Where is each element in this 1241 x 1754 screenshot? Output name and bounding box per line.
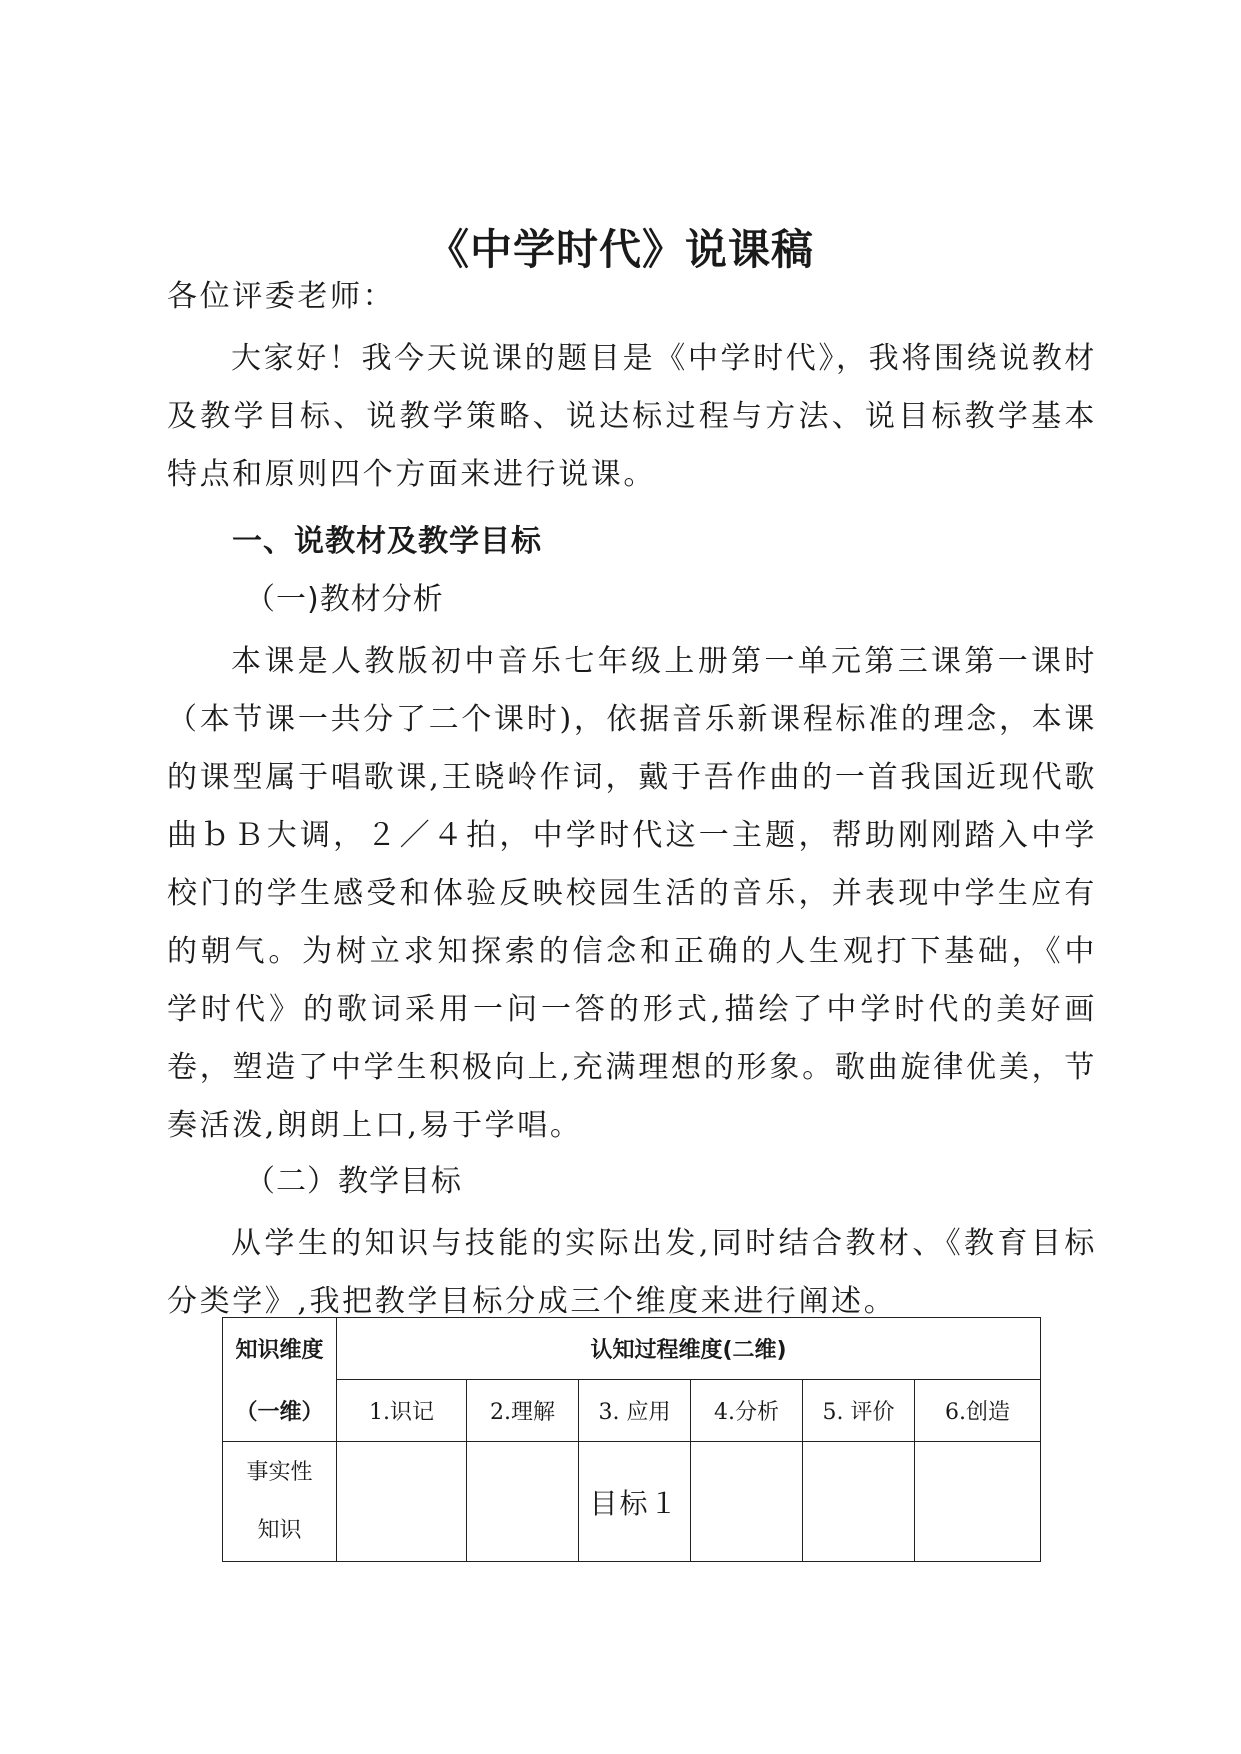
column-header-analyze: 4.分析 (691, 1380, 803, 1442)
cognitive-dimension-header: 认知过程维度(二维) (337, 1318, 1041, 1380)
table-cell-target: 目标１ (579, 1442, 691, 1562)
document-title: 《中学时代》说课稿 (426, 225, 814, 274)
knowledge-dimension-header-bottom: （一维） (223, 1380, 337, 1442)
subsection-heading-textbook-analysis: （一)教材分析 (245, 582, 444, 617)
section-heading-1: 一、说教材及教学目标 (232, 524, 542, 559)
table-cell (337, 1442, 467, 1562)
column-header-create: 6.创造 (915, 1380, 1041, 1442)
column-header-apply: 3. 应用 (579, 1380, 691, 1442)
row-label-factual-knowledge (223, 1442, 337, 1562)
subsection-heading-teaching-goals: （二）教学目标 (245, 1164, 462, 1199)
row-label-line-2: 知识 (257, 1517, 302, 1543)
table-cell (803, 1442, 915, 1562)
column-header-understand: 2.理解 (467, 1380, 579, 1442)
row-label-line-1: 事实性 (246, 1459, 313, 1485)
column-header-remember: 1.识记 (337, 1380, 467, 1442)
greeting: 各位评委老师： (167, 279, 396, 314)
textbook-analysis-paragraph: 本课是人教版初中音乐七年级上册第一单元第三课第一课时（本节课一共分了二个课时)，依据音乐新课程标准的理念，本课的课型属于唱歌课,王晓岭作词，戴于吾作曲的一首我国近现代歌曲ｂＢ大调，２／４拍，中学时代这一主题，帮助刚刚踏入中学校门的学生感受和体验反映校园生活的音乐，并表现中学生应有的朝气。为树立求知探索的信念和正确的人生观打下基础，《中学时代》的歌词采用一问一答的形式,描绘了中学时代的美好画卷，塑造了中学生积极向上,充满理想的形象。歌曲旋律优美，节奏活泼,朗朗上口,易于学唱。 (167, 644, 1097, 1143)
column-header-evaluate: 5. 评价 (803, 1380, 915, 1442)
table-row (223, 1442, 1041, 1562)
table-cell (915, 1442, 1041, 1562)
table-cell (691, 1442, 803, 1562)
knowledge-dimension-header-top: 知识维度 (223, 1318, 337, 1380)
intro-paragraph: 大家好！我今天说课的题目是《中学时代》，我将围绕说教材及教学目标、说教学策略、说达标过程与方法、说目标教学基本特点和原则四个方面来进行说课。 (167, 341, 1097, 492)
goals-dimension-table (222, 1317, 1041, 1562)
teaching-goals-paragraph: 从学生的知识与技能的实际出发,同时结合教材、《教育目标分类学》,我把教学目标分成三个维度来进行阐述。 (167, 1226, 1097, 1319)
table-cell (467, 1442, 579, 1562)
